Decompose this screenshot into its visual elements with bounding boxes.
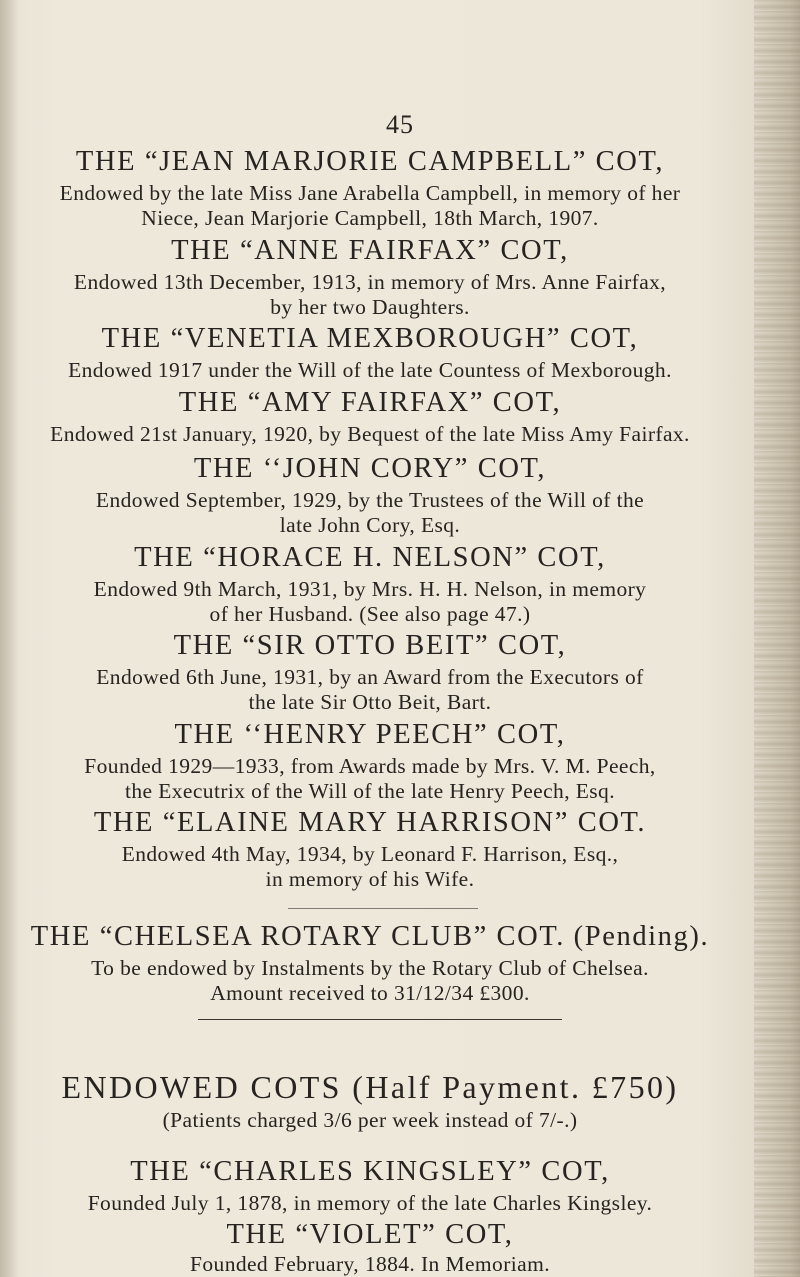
cot-entry-chelsea-rotary-club [20,920,720,1006]
entry-description-line: Endowed 1917 under the Will of the late Countess of Mexborough. [68,358,672,382]
cot-entry-anne-fairfax [20,234,720,320]
entry-description-line: Founded July 1, 1878, in memory of the late Charles Kingsley. [87,1191,653,1215]
entry-title: THE “HORACE H. NELSON” COT, [134,542,606,573]
entry-title: THE “SIR OTTO BEIT” COT, [173,630,567,661]
cot-entry-horace-h-nelson [20,541,720,627]
cot-entry-violet [20,1218,720,1277]
entry-title: THE “AMY FAIRFAX” COT, [178,387,562,418]
entry-description-line: Endowed 4th May, 1934, by Leonard F. Harrison, Esq., [121,842,619,866]
cot-entry-henry-peech [20,718,720,804]
entry-title: THE “JEAN MARJORIE CAMPBELL” COT, [75,146,665,177]
entry-description-line: the late Sir Otto Beit, Bart. [248,690,492,714]
entry-description-line: Founded 1929—1933, from Awards made by Mrs. V. M. Peech, [84,754,656,778]
entry-title: THE ‘‘JOHN CORY” COT, [193,453,547,484]
entry-description-line: Amount received to 31/12/34 £300. [210,981,530,1005]
cot-entry-amy-fairfax [20,386,720,447]
entry-title: THE “CHELSEA ROTARY CLUB” COT. (Pending). [30,921,710,952]
entry-description-line: in memory of his Wife. [265,867,475,891]
entry-description-line: Endowed by the late Miss Jane Arabella Campbell, in memory of her [59,181,681,205]
section-subheading: (Patients charged 3/6 per week instead of 7/-.) [162,1108,578,1132]
section-heading: ENDOWED COTS (Half Payment. £750) [61,1069,679,1105]
entry-description-line: Endowed 6th June, 1931, by an Award from the Executors of [96,665,644,689]
entry-description-line: Endowed 13th December, 1913, in memory of Mrs. Anne Fairfax, [73,270,667,294]
cot-entry-sir-otto-beit [20,629,720,715]
entry-description-line: To be endowed by Instalments by the Rotary Club of Chelsea. [91,956,649,980]
entry-title: THE “ANNE FAIRFAX” COT, [171,235,569,266]
cot-entry-john-cory [20,452,720,538]
entry-description-line: by her two Daughters. [270,295,470,319]
entry-title: THE “ELAINE MARY HARRISON” COT. [93,807,647,838]
section-heading-endowed-cots [20,1068,720,1133]
page-number: 45 [386,110,414,139]
entry-description-line: Endowed 21st January, 1920, by Bequest of the late Miss Amy Fairfax. [50,422,690,446]
entry-title: THE “CHARLES KINGSLEY” COT, [130,1156,610,1187]
page-right-edge [754,0,800,1277]
entry-title: THE “VENETIA MEXBOROUGH” COT, [101,323,639,354]
cot-entry-charles-kingsley [20,1155,720,1216]
entry-description-line: late John Cory, Esq. [279,513,461,537]
page-left-shadow [0,0,18,1277]
entry-description-line: the Executrix of the Will of the late Henry Peech, Esq. [124,779,615,803]
cot-entry-elaine-mary-harrison [20,806,720,892]
entry-description-line: Niece, Jean Marjorie Campbell, 18th March, 1907. [141,206,599,230]
entry-title: THE ‘‘HENRY PEECH” COT, [174,719,566,750]
entry-description-line: Endowed 9th March, 1931, by Mrs. H. H. Nelson, in memory [93,577,647,601]
section-divider [198,1019,562,1020]
cot-entry-venetia-mexborough [20,322,720,383]
entry-description-line: Founded February, 1884. In Memoriam. [190,1252,550,1276]
section-divider-short [288,908,478,909]
entry-description-line: of her Husband. (See also page 47.) [209,602,531,626]
entry-description-line: Endowed September, 1929, by the Trustees of the Will of the [95,488,645,512]
entry-title: THE “VIOLET” COT, [226,1219,514,1250]
cot-entry-jean-marjorie-campbell [20,145,720,231]
